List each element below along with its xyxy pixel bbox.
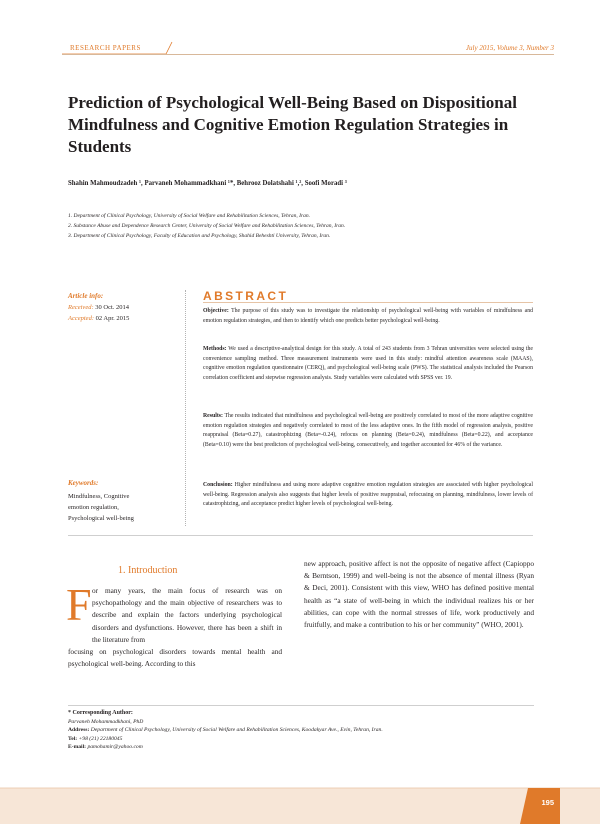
abstract-rule [203, 302, 533, 303]
received-date: 30 Oct. 2014 [95, 304, 130, 311]
section-divider [68, 535, 533, 536]
affiliation-2: 2. Substance Abuse and Dependence Research Center, University of Social Welfare and Rehabilitation Sciences, Tehran, Iran. [68, 223, 346, 229]
header-issue: July 2015, Volume 3, Number 3 [465, 44, 554, 52]
address-label: Address: [68, 727, 90, 734]
keyword-line: Psychological well-being [68, 515, 134, 522]
conclusion-text: Higher mindfulness and using more adaptive cognitive emotion regulation strategies are associated with higher psychological well-being. Regression analysis also suggests that higher levels of positive reappraisal, refocusing on planning, mindfulness, lower levels of catastrophizing, and acceptance predict higher levels of psychological well-being. [203, 482, 533, 508]
footer-band [0, 784, 600, 824]
intro-column-2: new approach, positive affect is not the opposite of negative affect (Capioppo & Berntson, 1999) and well-being is not the absence of mental illness (Ryan & Deci, 2001). Consistent with this view, WHO has defined positive mental health as “a state of well-being in which the individual realizes his or her abilities, can cope with the normal stresses of life, work productively and fruitfully, and make a contribution to his or her community” (WHO, 2001). [304, 559, 534, 630]
corresponding-name: Parvaneh Mohammadkhani, PhD [68, 718, 144, 725]
email-label: E-mail: [68, 744, 87, 751]
keywords-heading: Keywords: [68, 479, 99, 487]
methods-text: We used a descriptive-analytical design for this study. A total of 243 students from 3 Tehran universities were selected using the convenience sampling method. Three measurement instruments were used in this study: mindful attention awareness scale (MAAS), cognitive emotion regulation questionnaire (CERQ), and psychological well-being scale (PWS). The statistical analysis included the Pearson correlation coefficient and stepwise regression analysis. Study variables were calculated with SPSS ver. 19. [203, 346, 533, 381]
abstract-conclusion [203, 481, 533, 510]
intro-column-1 [68, 585, 282, 670]
accepted-label: Accepted: [68, 315, 94, 322]
abstract-methods [203, 345, 533, 383]
keywords [68, 478, 180, 524]
corresponding-divider [68, 705, 534, 706]
affiliation-3: 3. Department of Clinical Psychology, Faculty of Education and Psychology, Shahid Beheshti University, Tehran, Iran. [68, 233, 331, 239]
abstract-heading: ABSTRACT [203, 289, 289, 303]
received-label: Received: [68, 304, 94, 311]
header-divider [62, 54, 554, 55]
page-number: 195 [541, 798, 554, 807]
abstract-results [203, 412, 533, 450]
conclusion-label: Conclusion: [203, 482, 233, 488]
methods-label: Methods: [203, 346, 227, 352]
tel-label: Tel: [68, 735, 78, 742]
received-row [68, 302, 178, 313]
objective-label: Objective: [203, 308, 229, 314]
accepted-row [68, 313, 178, 324]
accepted-date: 02 Apr. 2015 [95, 315, 130, 322]
address-text: Department of Clinical Psychology, University of Social Welfare and Rehabilitation Sciences, Koodakyar Ave., Evin, Tehran, Iran. [90, 727, 383, 734]
abstract-objective [203, 307, 533, 326]
introduction-heading: 1. Introduction [118, 565, 178, 576]
corresponding-heading: * Corresponding Author: [68, 710, 133, 716]
header-section-label: RESEARCH PAPERS [70, 44, 141, 52]
paper-title: Prediction of Psychological Well-Being Based on Dispositional Mindfulness and Cognitive Emotion Regulation Strategies in Students [68, 93, 517, 156]
keyword-line: emotion regulation, [68, 504, 119, 511]
keyword-line: Mindfulness, Cognitive [68, 493, 130, 500]
corresponding-author [68, 709, 534, 752]
article-info [68, 291, 178, 324]
affiliations [68, 211, 538, 241]
results-text: The results indicated that mindfulness and psychological well-being are positively correlated to most of the more adaptive cognitive emotion regulation strategies and negatively correlated to most of the less adaptive ones. In the fifth model of regression analysis, positive reappraisal (Beta=0.27), catastrophizing (Beta=-0.24), refocus on planning (Beta=0.24), mindfulness (Beta=0.22), and acceptance (Beta=0.10) were the best predictors of psychological well-being, consecutively, and together accounted for 46% of the variance. [203, 413, 533, 448]
email-text: pamohamir@yahoo.com [87, 744, 143, 751]
results-label: Results: [203, 413, 223, 419]
intro-paragraph-indented: or many years, the main focus of research was on psychopathology and the main objective of researchers was to describe and explain the factors underlying psychological disorders and dysfunctions. However, there has been a shift in the literature from [92, 586, 282, 644]
affiliation-1: 1. Department of Clinical Psychology, University of Social Welfare and Rehabilitation Sciences, Tehran, Iran. [68, 213, 310, 219]
dropcap-letter: F [66, 579, 92, 630]
author-list: Shahin Mahmoudzadeh ¹, Parvaneh Mohammadkhani ¹*, Behrooz Dolatshahi ¹,², Soofi Moradi ³ [68, 180, 347, 187]
info-divider [185, 290, 186, 526]
article-info-heading: Article info: [68, 292, 104, 300]
objective-text: The purpose of this study was to investigate the relationship of psychological well-being with variables of mindfulness and emotion regulation strategies, and then to identify which one predicts better psychological well-being. [203, 308, 533, 324]
intro-paragraph-cont: focusing on psychological disorders towards mental health and psychological well-being. According to this [68, 647, 282, 669]
tel-text: +98 (21) 22180045 [78, 735, 123, 742]
